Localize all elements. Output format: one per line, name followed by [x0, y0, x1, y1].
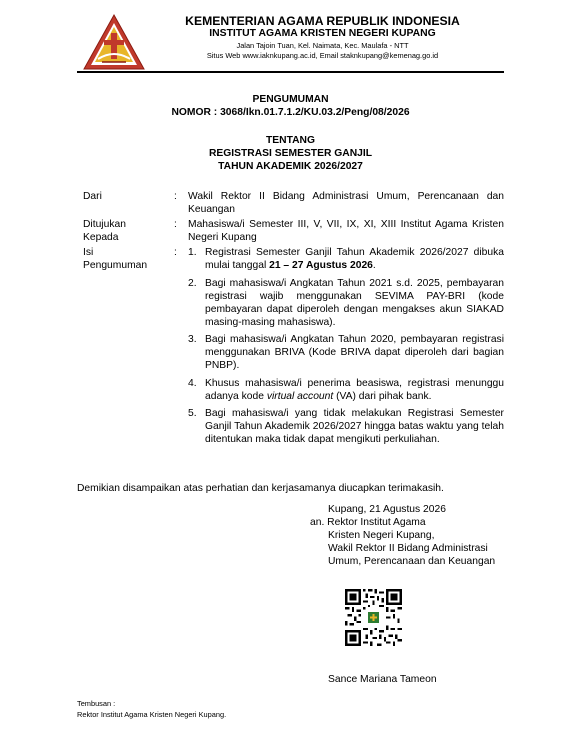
list-item-text-end: (VA) dari pihak bank.: [333, 390, 432, 402]
list-item-number: 3.: [188, 334, 197, 345]
announcement-about-label: TENTANG: [265, 135, 315, 146]
from-colon: :: [174, 191, 177, 202]
to-colon: :: [174, 219, 177, 230]
list-item: [188, 246, 504, 272]
on-behalf: an. Rektor Institut Agama: [310, 517, 426, 528]
list-item-number: 2.: [188, 277, 197, 289]
list-item-number: 1.: [188, 247, 197, 258]
announcement-subject-line1: REGISTRASI SEMESTER GANJIL: [208, 148, 373, 159]
letterhead: [150, 14, 495, 61]
qr-code-icon: [345, 589, 402, 646]
signer-position-1: Wakil Rektor II Bidang Administrasi: [328, 543, 488, 554]
from-label: Dari: [83, 191, 102, 202]
ministry-name: KEMENTERIAN AGAMA REPUBLIK INDONESIA: [185, 14, 460, 28]
announcement-number: NOMOR : 3068/Ikn.01.7.1.2/KU.03.2/Peng/08/2026: [171, 107, 410, 118]
announcement-heading: PENGUMUMAN: [252, 94, 329, 105]
content-label-line2: Pengumuman: [83, 260, 148, 271]
letterhead-divider: [77, 71, 504, 73]
copy-recipient: Rektor Institut Agama Kristen Negeri Kupang.: [77, 710, 227, 719]
institution-logo-icon: [82, 13, 146, 71]
list-item-text: Registrasi Semester Ganjil Tahun Akademik 2026/2027 dibuka mulai tanggal: [205, 247, 504, 271]
list-item: [188, 277, 504, 329]
signer-name: Sance Mariana Tameon: [328, 674, 437, 685]
content-colon: :: [174, 247, 177, 258]
list-item-text: Bagi mahasiswa/i Angkatan Tahun 2021 s.d. 2025, pembayaran registrasi wajib menggunakan SEVIMA PAY-BRI (kode pembayaran dapat diperoleh dengan mengakses akun SIAKAD masing-masing mahasiswa).: [205, 277, 504, 328]
place-date: Kupang, 21 Agustus 2026: [328, 504, 446, 515]
list-item-number: 4.: [188, 377, 197, 389]
list-item-text: Khusus mahasiswa/i penerima beasiswa, registrasi menunggu adanya kode: [205, 377, 504, 402]
virtual-account-term: virtual account: [266, 390, 334, 402]
to-value: Mahasiswa/i Semester III, V, VII, IX, XI, XIII Institut Agama Kristen Negeri Kupang: [188, 219, 504, 243]
copy-label: Tembusan :: [77, 699, 116, 708]
content-label-line1: Isi: [83, 247, 94, 258]
list-item-number: 5.: [188, 408, 197, 419]
institute-name: INSTITUT AGAMA KRISTEN NEGERI KUPANG: [209, 28, 436, 39]
list-item: [188, 377, 504, 403]
list-item-text: Bagi mahasiswa/i Angkatan Tahun 2020, pembayaran registrasi menggunakan BRIVA (Kode BRIVA dapat diperoleh dari bagian PNBP).: [205, 334, 504, 371]
from-value: Wakil Rektor II Bidang Administrasi Umum, Perencanaan dan Keuangan: [188, 191, 504, 215]
signer-position-2: Umum, Perencanaan dan Keuangan: [328, 556, 496, 567]
closing-text: Demikian disampaikan atas perhatian dan kerjasamanya diucapkan terimakasih.: [77, 483, 444, 494]
announcement-items: [188, 246, 504, 451]
on-behalf-2: Kristen Negeri Kupang,: [328, 530, 435, 541]
to-label-line2: Kepada: [83, 232, 119, 243]
list-item-text: Bagi mahasiswa/i yang tidak melakukan Registrasi Semester Ganjil Tahun Akademik 2026/2027 hingga batas waktu yang telah ditentukan maka tidak dapat mengikuti perkuliahan.: [205, 408, 504, 445]
signature-block: [310, 503, 540, 568]
to-label-line1: Ditujukan: [83, 219, 126, 230]
institute-address: Jalan Tajoin Tuan, Kel. Naimata, Kec. Maulafa - NTT: [236, 41, 409, 50]
list-item-text-end: .: [372, 260, 376, 271]
registration-dates: 21 – 27 Agustus 2026: [269, 260, 373, 271]
list-item: [188, 407, 504, 446]
institute-contact: Situs Web www.iaknkupang.ac.id, Email staknkupang@kemenag.go.id: [206, 51, 439, 60]
list-item: [188, 333, 504, 372]
announcement-subject-line2: TAHUN AKADEMIK 2026/2027: [218, 161, 363, 172]
